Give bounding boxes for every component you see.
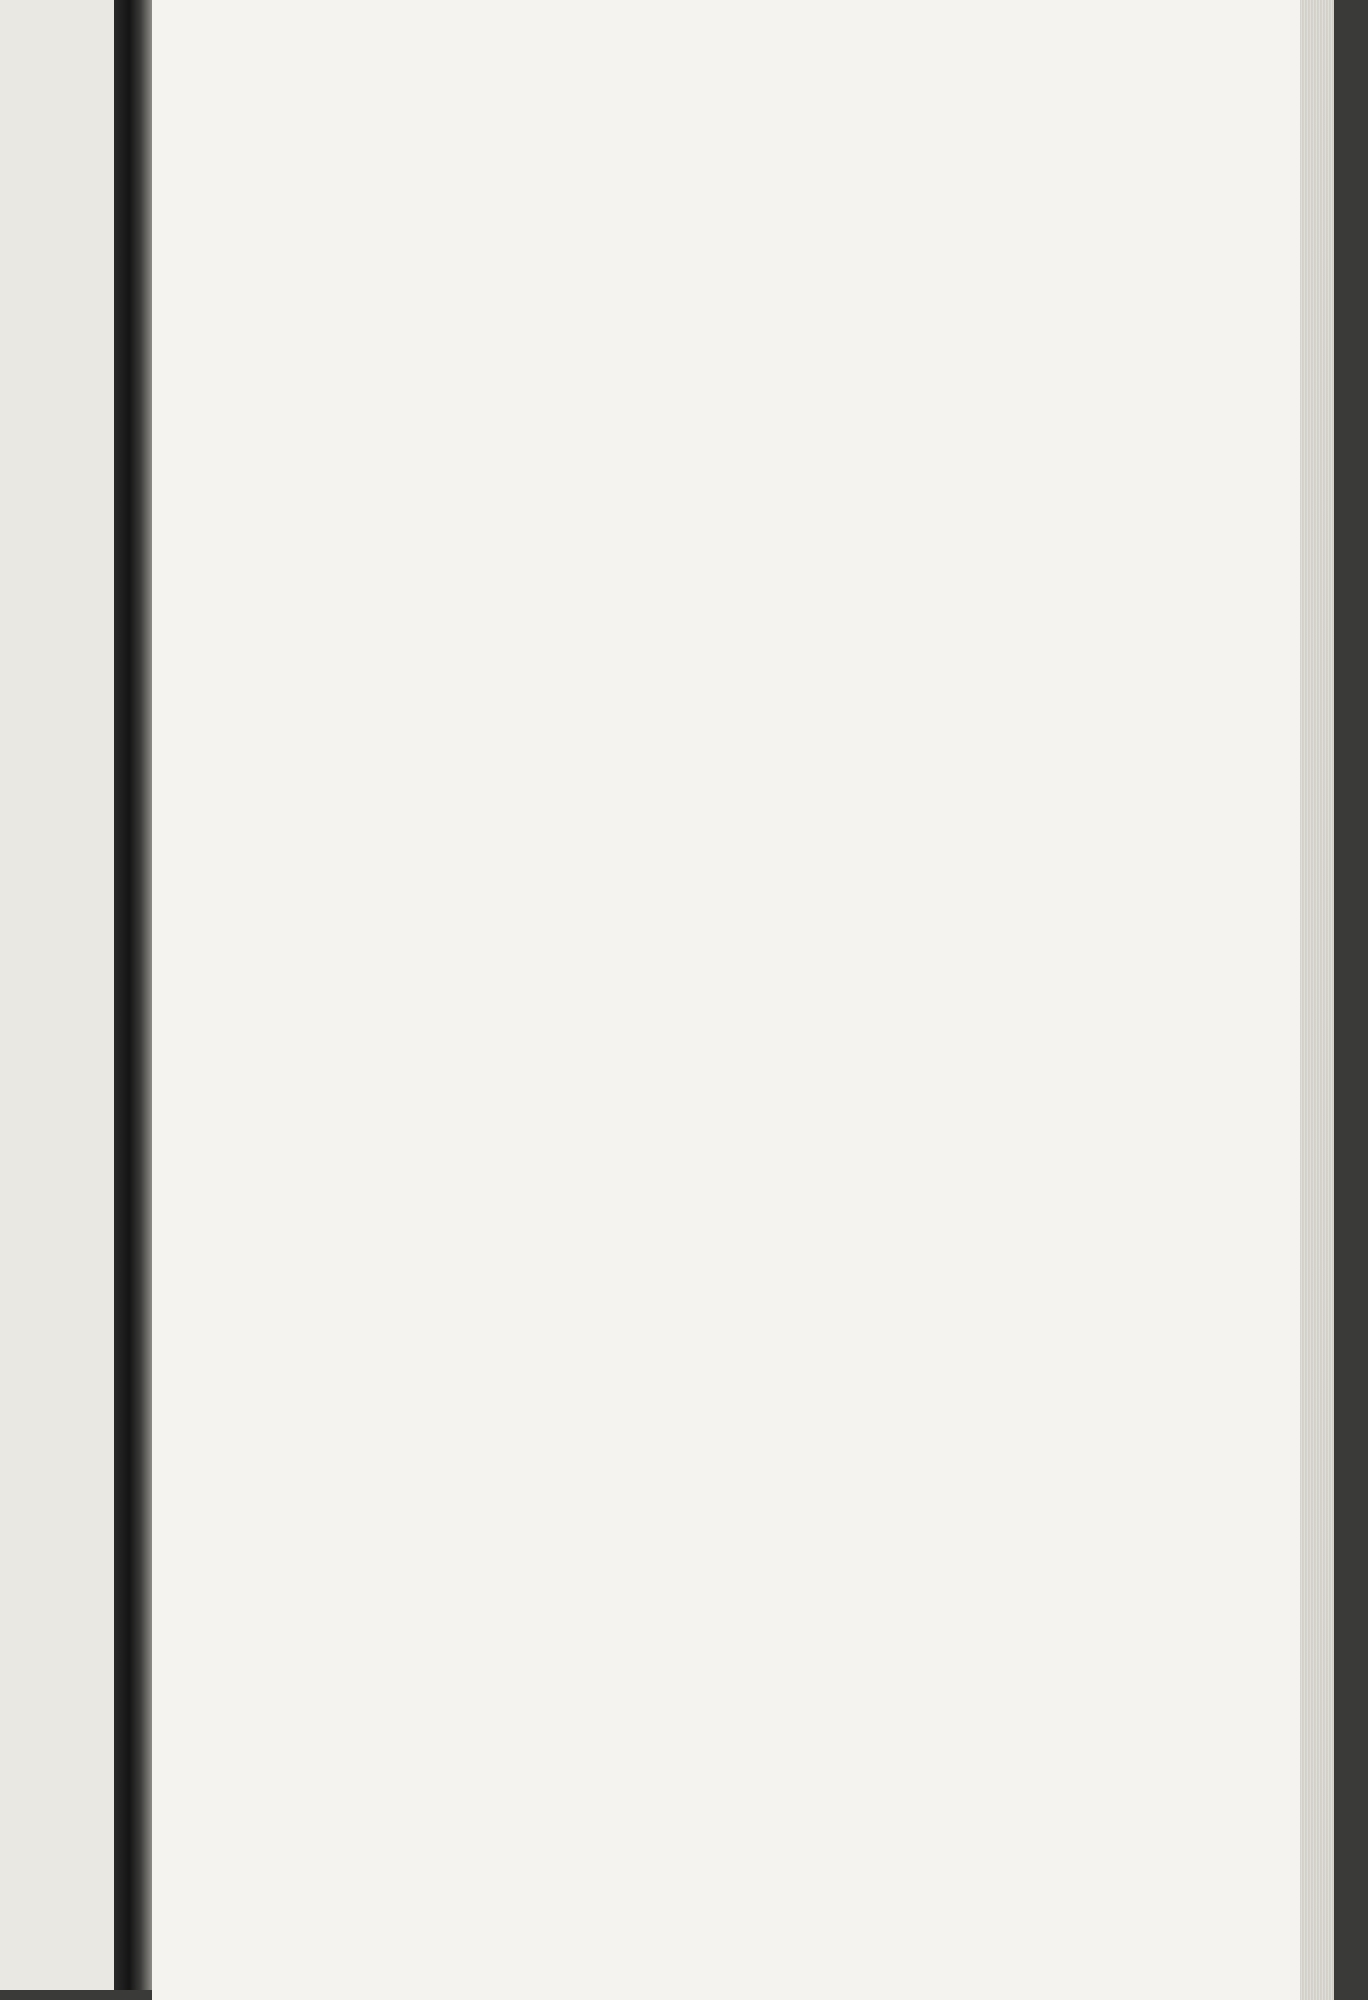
heading-line (240, 256, 1166, 266)
page-body (240, 218, 1166, 266)
paragraph (240, 256, 1166, 266)
paragraph (240, 226, 1166, 236)
page-edge (1300, 0, 1334, 2000)
paragraph (240, 218, 1166, 228)
paragraph (240, 226, 1166, 236)
book-gutter (114, 0, 152, 1990)
section-heading (240, 256, 1166, 266)
paragraph (240, 226, 1166, 236)
paragraph (240, 256, 1166, 266)
paragraph (240, 226, 1166, 236)
page (152, 0, 1334, 2000)
